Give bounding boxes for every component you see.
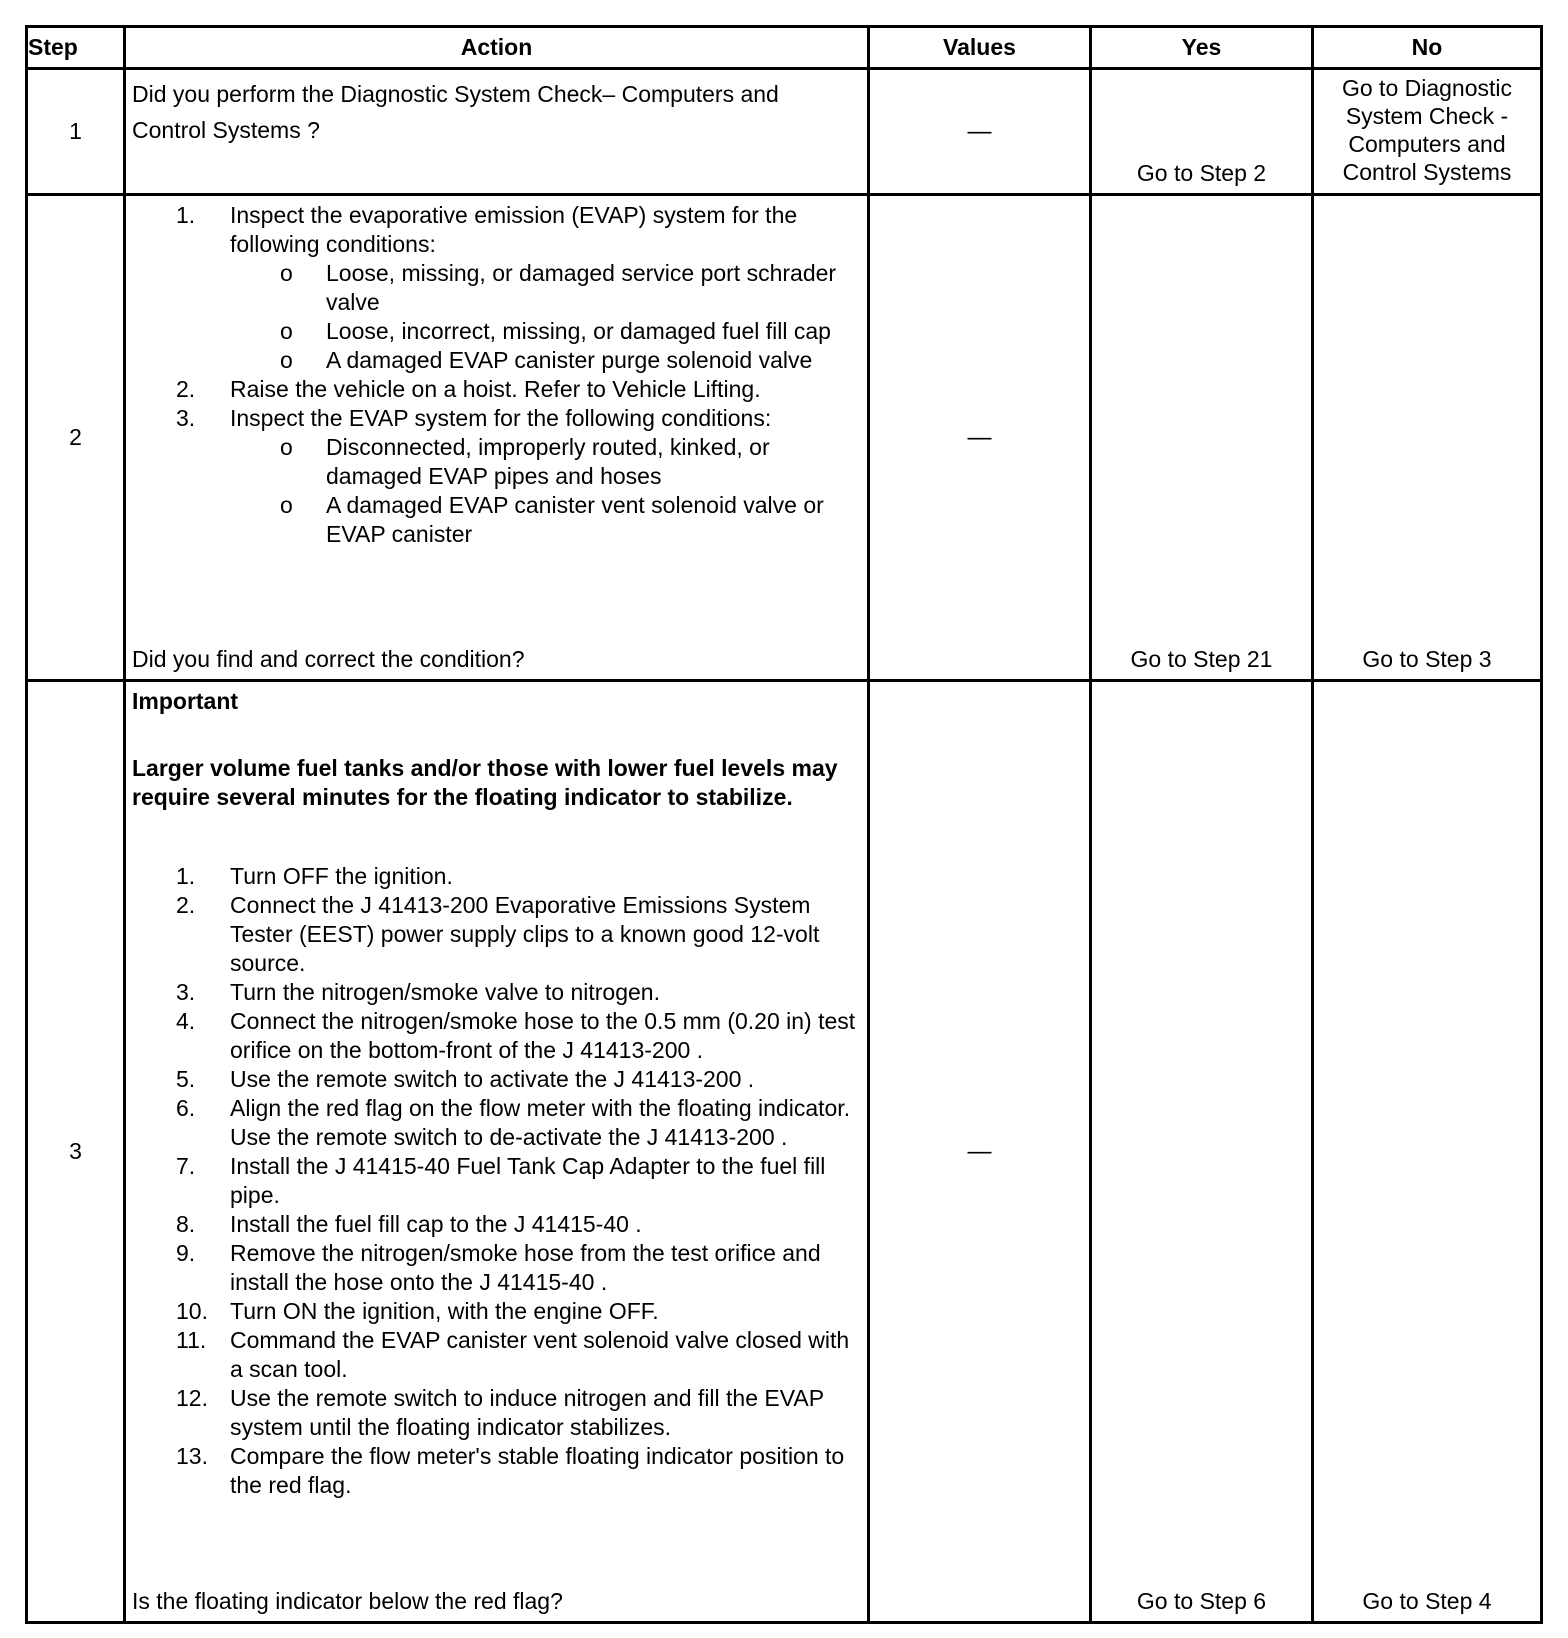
values-cell: — (869, 195, 1091, 681)
instruction-item (132, 404, 859, 549)
yes-cell (1091, 195, 1313, 681)
no-cell (1313, 69, 1542, 195)
instruction-item (132, 1094, 859, 1152)
bullet-icon: o (280, 347, 293, 373)
instruction-item (132, 1152, 859, 1210)
instruction-item (132, 978, 859, 1007)
bullet-icon: o (280, 492, 293, 518)
diagnostic-table (25, 25, 1543, 1624)
instruction-text: Raise the vehicle on a hoist. Refer to Vehicle Lifting. (230, 376, 761, 402)
header-step: Step (27, 27, 125, 69)
no-link[interactable]: Go to Step 4 (1362, 1588, 1492, 1614)
no-link[interactable]: Go to Step 3 (1362, 646, 1492, 672)
table-row (27, 681, 1542, 1623)
instruction-number: 1. (176, 202, 196, 228)
instruction-item (132, 1297, 859, 1326)
instruction-list (132, 862, 859, 1500)
sub-item-text: Loose, incorrect, missing, or damaged fuel fill cap (326, 318, 831, 344)
sub-item-text: Disconnected, improperly routed, kinked, or damaged EVAP pipes and hoses (326, 434, 770, 489)
instruction-text: Connect the nitrogen/smoke hose to the 0.5 mm (0.20 in) test orifice on the bottom-front of the J 41413-200 . (230, 1008, 856, 1063)
sub-item-text: Loose, missing, or damaged service port schrader valve (326, 260, 837, 315)
header-yes: Yes (1091, 27, 1313, 69)
instruction-text: Turn ON the ignition, with the engine OFF. (230, 1298, 659, 1324)
step-number: 3 (27, 681, 125, 1623)
instruction-item (132, 891, 859, 978)
instruction-item (132, 1239, 859, 1297)
instruction-item (132, 1210, 859, 1239)
no-cell (1313, 681, 1542, 1623)
instruction-item (132, 1442, 859, 1500)
header-row (27, 27, 1542, 69)
instruction-text: Compare the flow meter's stable floating indicator position to the red flag. (230, 1443, 845, 1498)
instruction-item (132, 201, 859, 375)
step-number: 1 (27, 69, 125, 195)
instruction-item (132, 1065, 859, 1094)
no-text-line: Go to Diagnostic (1341, 75, 1513, 101)
instruction-number: 6. (176, 1095, 196, 1121)
no-text-line: Control Systems (1342, 159, 1512, 185)
instruction-text: Align the red flag on the flow meter with the floating indicator. Use the remote switch to de-activate the J 41413-200 . (230, 1095, 851, 1150)
yes-link[interactable]: Go to Step 6 (1136, 1588, 1267, 1614)
instruction-number: 12. (176, 1385, 208, 1411)
instruction-text: Install the J 41415-40 Fuel Tank Cap Adapter to the fuel fill pipe. (230, 1153, 826, 1208)
instruction-text: Turn the nitrogen/smoke valve to nitrogen. (230, 979, 660, 1005)
action-text: Did you perform the Diagnostic System Check– Computers and (132, 81, 779, 107)
bullet-icon: o (280, 318, 293, 344)
no-text-line: System Check - (1345, 103, 1509, 129)
header-no: No (1313, 27, 1542, 69)
instruction-number: 2. (176, 376, 196, 402)
important-title: Important (132, 688, 239, 714)
action-cell (125, 195, 869, 681)
instruction-number: 1. (176, 863, 196, 889)
sub-item (230, 433, 859, 491)
instruction-number: 11. (176, 1327, 207, 1353)
sub-list (230, 433, 859, 549)
instruction-item (132, 862, 859, 891)
instruction-text: Connect the J 41413-200 Evaporative Emissions System Tester (EEST) power supply clips to a known good 12-volt source. (230, 892, 820, 976)
instruction-item (132, 1007, 859, 1065)
action-cell (125, 69, 869, 195)
instruction-number: 4. (176, 1008, 196, 1034)
sub-item (230, 346, 859, 375)
instruction-number: 3. (176, 979, 196, 1005)
instruction-item (132, 1384, 859, 1442)
step-number: 2 (27, 195, 125, 681)
question-text: Is the floating indicator below the red flag? (132, 1588, 563, 1614)
important-note: Larger volume fuel tanks and/or those with lower fuel levels may require several minutes for the floating indicator to stabilize. (132, 755, 838, 810)
instruction-text: Command the EVAP canister vent solenoid valve closed with a scan tool. (230, 1327, 850, 1382)
no-text-line: Computers and (1348, 131, 1506, 157)
no-cell (1313, 195, 1542, 681)
values-cell: — (869, 681, 1091, 1623)
table-row (27, 195, 1542, 681)
sub-item (230, 317, 859, 346)
instruction-item (132, 1326, 859, 1384)
instruction-text: Remove the nitrogen/smoke hose from the test orifice and install the hose onto the J 41415-40 . (230, 1240, 821, 1295)
header-action: Action (125, 27, 869, 69)
instruction-text: Install the fuel fill cap to the J 41415-40 . (230, 1211, 642, 1237)
instruction-text: Use the remote switch to induce nitrogen and fill the EVAP system until the floating indicator stabilizes. (230, 1385, 824, 1440)
bullet-icon: o (280, 260, 293, 286)
sub-item-text: A damaged EVAP canister purge solenoid valve (326, 347, 813, 373)
instruction-number: 2. (176, 892, 196, 918)
sub-list (230, 259, 859, 375)
instruction-number: 8. (176, 1211, 196, 1237)
sub-item (230, 259, 859, 317)
instruction-number: 5. (176, 1066, 196, 1092)
instruction-number: 10. (176, 1298, 208, 1324)
instruction-item (132, 375, 859, 404)
yes-cell (1091, 69, 1313, 195)
yes-cell (1091, 681, 1313, 1623)
instruction-text: Inspect the EVAP system for the following conditions: (230, 405, 772, 431)
yes-link[interactable]: Go to Step 21 (1130, 646, 1273, 672)
instruction-text: Use the remote switch to activate the J 41413-200 . (230, 1066, 755, 1092)
bullet-icon: o (280, 434, 293, 460)
instruction-number: 9. (176, 1240, 196, 1266)
instruction-number: 3. (176, 405, 196, 431)
question-text: Did you find and correct the condition? (132, 646, 525, 672)
instruction-text: Inspect the evaporative emission (EVAP) system for the following conditions: (230, 202, 798, 257)
header-values: Values (869, 27, 1091, 69)
no-link[interactable] (1314, 70, 1540, 193)
yes-link[interactable]: Go to Step 2 (1136, 160, 1267, 186)
action-cell (125, 681, 869, 1623)
values-cell: — (869, 69, 1091, 195)
action-text: Control Systems ? (132, 117, 320, 143)
instruction-text: Turn OFF the ignition. (230, 863, 453, 889)
sub-item (230, 491, 859, 549)
instruction-number: 13. (176, 1443, 208, 1469)
table-row (27, 69, 1542, 195)
instruction-list (132, 201, 859, 549)
instruction-number: 7. (176, 1153, 196, 1179)
sub-item-text: A damaged EVAP canister vent solenoid valve or EVAP canister (326, 492, 824, 547)
